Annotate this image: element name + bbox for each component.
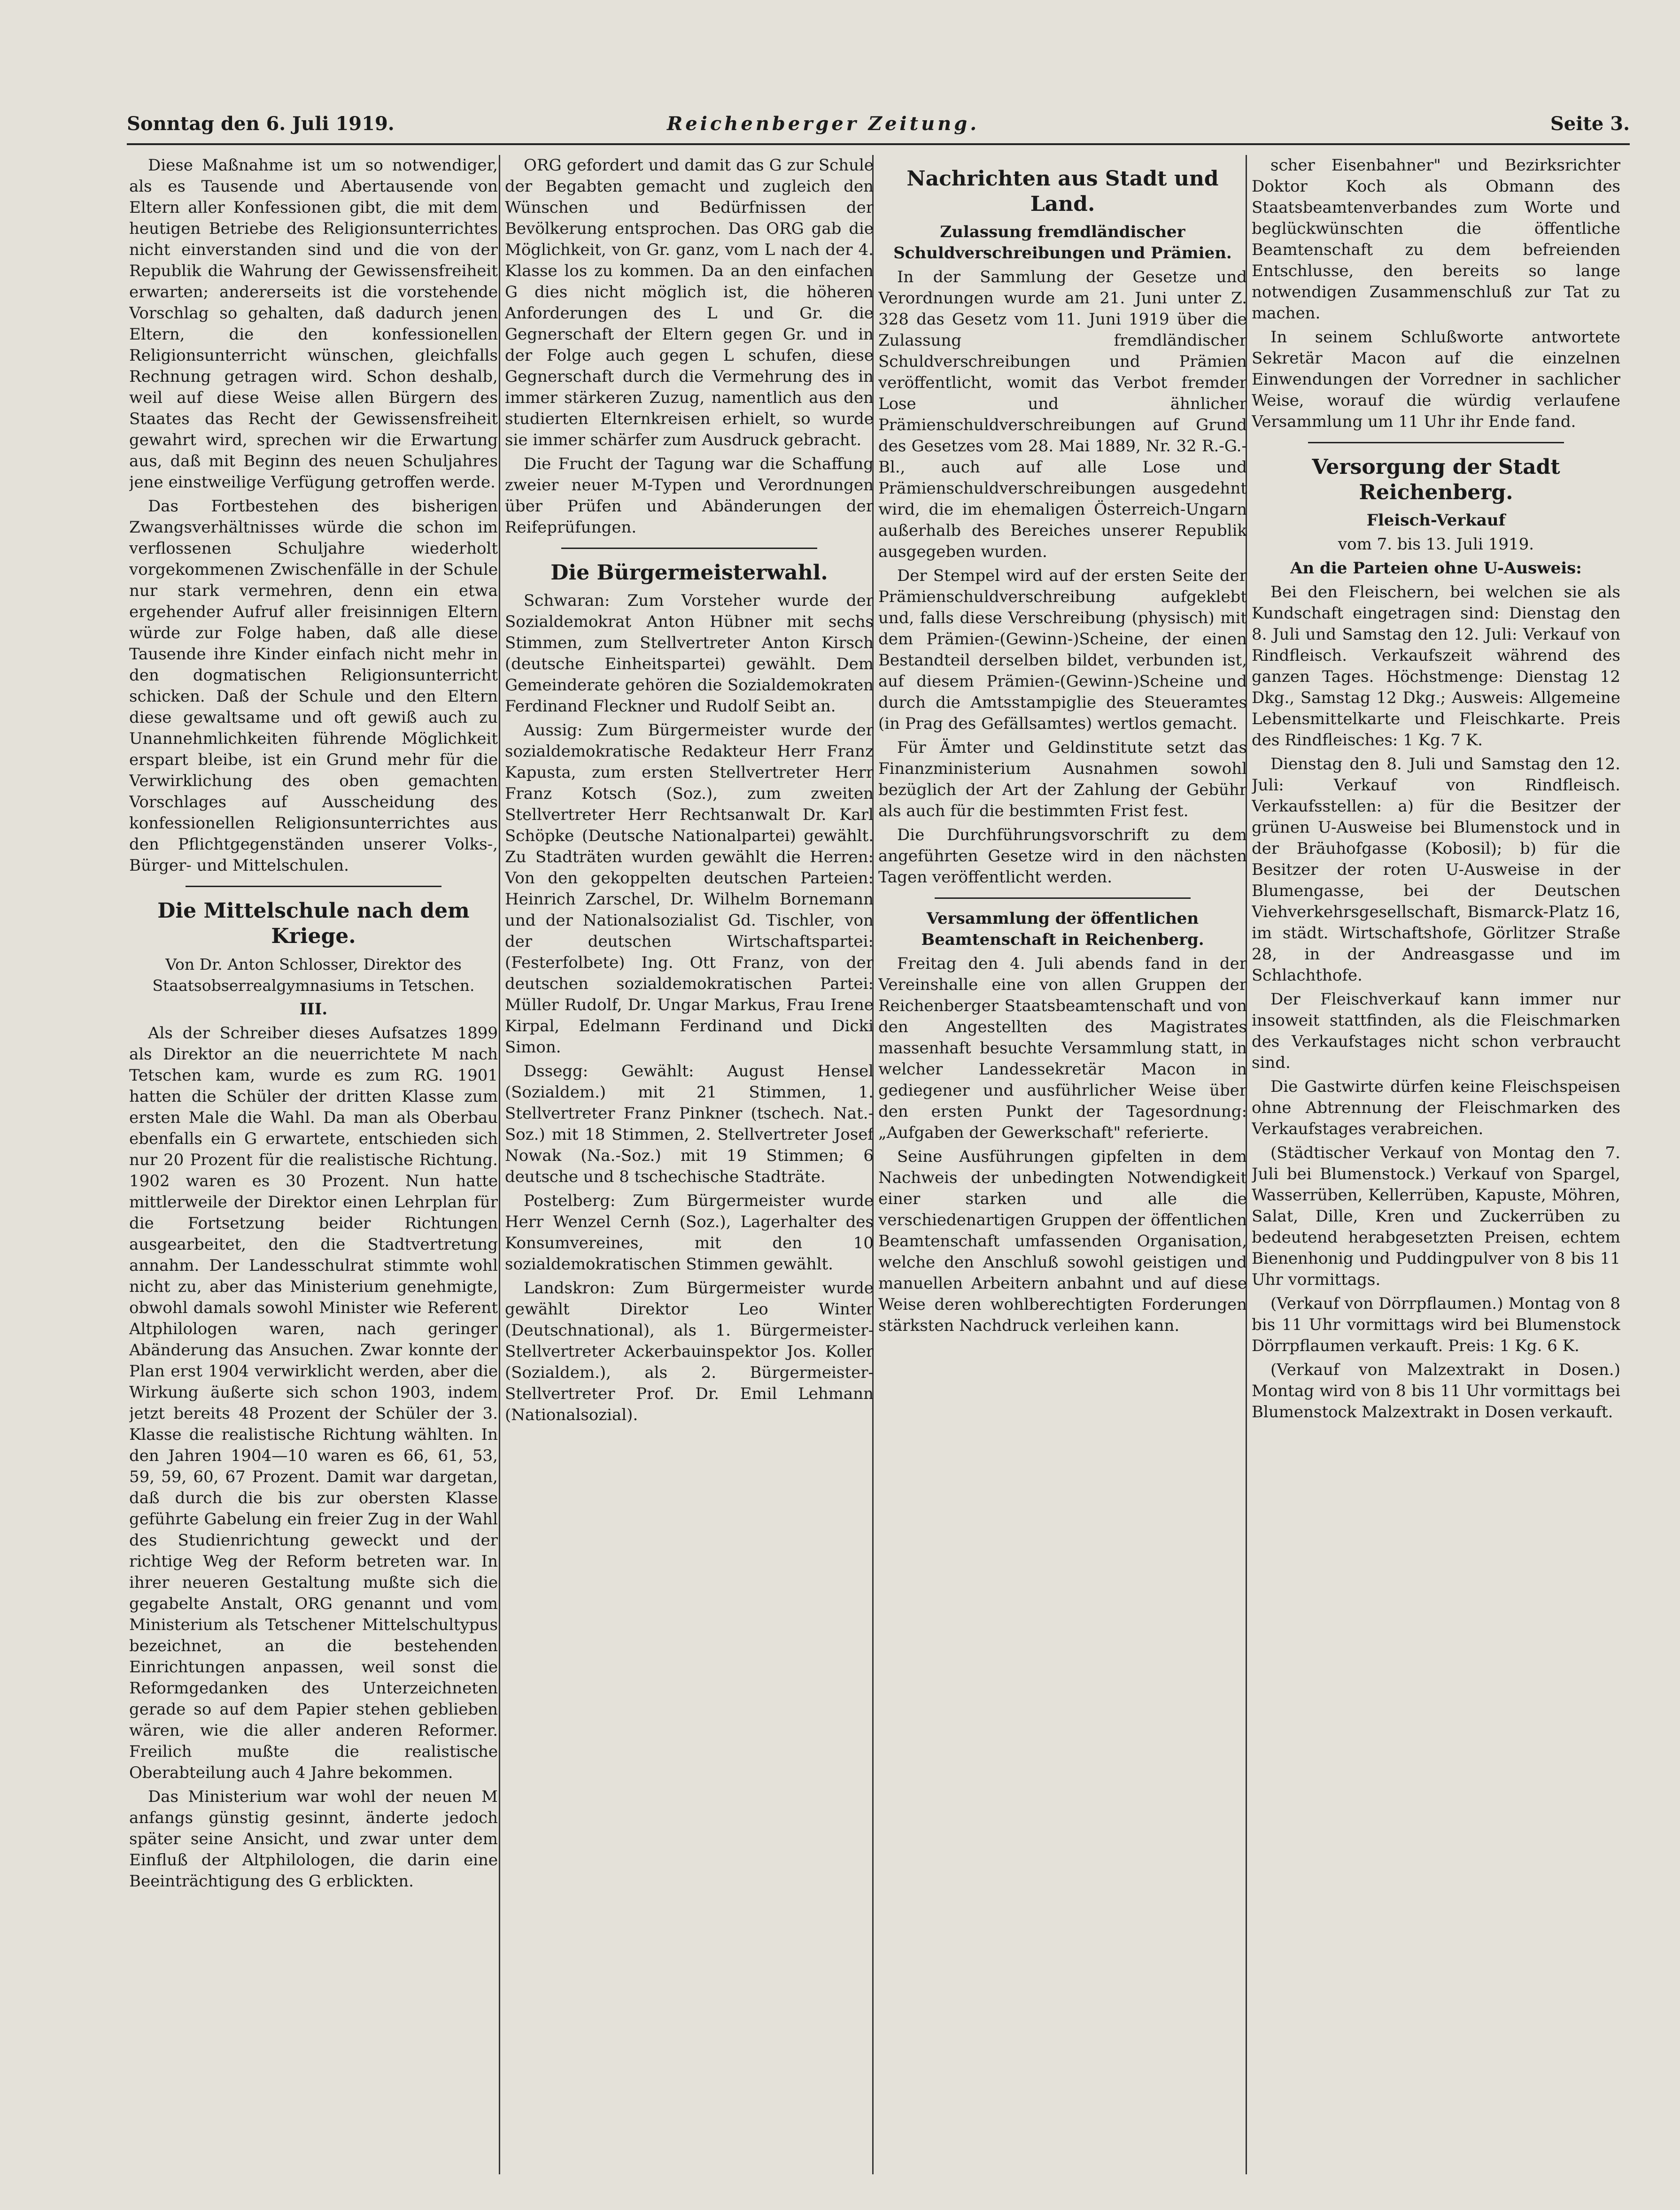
paragraph: Diese Maßnahme ist um so notwendiger, als es Tausende und Abertausende von Eltern aller Konfessionen gibt, die mit dem heutigen Betriebe des Religionsunterrichtes nicht einverstanden sind und die von der Republik die Wahrung der Gewissensfreiheit erwarten; andererseits ist die vorstehende Vorschlag so gehalten, daß dadurch jenen Eltern, die den konfessionellen Religionsunterricht wünschen, gleichfalls Rechnung getragen wird. Schon deshalb, weil auf diese Weise allen Bürgern des Staates das Recht der Gewissensfreiheit gewahrt wird, sprechen wir die Erwartung aus, daß mit Beginn des neuen Schuljahres jene einstweilige Verfügung getroffen werde. [129, 156, 498, 492]
paragraph: Der Stempel wird auf der ersten Seite der Prämienschuldverschreibung aufgeklebt und, falls diese Verschreibung (physisch) mit dem Prämien-(Gewinn-)Scheine, der einen Bestandteil derselben bildet, verbunden ist, auf diesem Prämien-(Gewinn-)Scheine und durch die Amtsstampiglie des Steueramtes (in Prag des Gefällsamtes) wertlos gemacht. [878, 566, 1247, 733]
paragraph: Die Gastwirte dürfen keine Fleischspeisen ohne Abtrennung der Fleischmarken des Verkaufstages verabreichen. [1252, 1077, 1620, 1138]
paragraph: Der Fleischverkauf kann immer nur insoweit stattfinden, als die Fleischmarken des Verkaufstages nicht schon verbraucht sind. [1252, 990, 1620, 1072]
divider [186, 886, 441, 887]
subheading: Versammlung der öffentlichen Beamtenschaft in Reichenberg. [921, 909, 1204, 949]
notice-heading: An die Parteien ohne U-Ausweis: [1290, 559, 1582, 578]
column-4 [1252, 155, 1620, 2174]
paragraph: Das Ministerium war wohl der neuen M anfangs günstig gesinnt, änderte jedoch später seine Ansicht, und zwar unter dem Einfluß der Altphilologen, die darin eine Beeinträchtigung des G erblickten. [129, 1787, 498, 1891]
divider [561, 548, 817, 549]
paragraph: Für Ämter und Geldinstitute setzt das Finanzministerium Ausnahmen sowohl bezüglich der Art der Zahlung der Gebühr als auch für die bestimmten Frist fest. [878, 738, 1247, 820]
article-title: Versorgung der Stadt Reichenberg. [1312, 455, 1560, 504]
paragraph: scher Eisenbahner" und Bezirksrichter Doktor Koch als Obmann des Staatsbeamtenverbandes zum Worte und beglückwünschten die öffentliche Beamtenschaft zu dem befreienden Entschlusse, den bereits so lange notwendigen Zusammenschluß zur Tat zu machen. [1252, 156, 1620, 323]
paragraph: Die Durchführungsvorschrift zu dem angeführten Gesetze wird in den nächsten Tagen veröffentlicht werden. [878, 826, 1247, 887]
paragraph: ORG gefordert und damit das G zur Schule der Begabten gemacht und zugleich den Wünschen und Bedürfnissen der Bevölkerung entsprochen. Das ORG gab die Möglichkeit, von Gr. ganz, vom L nach der 4. Klasse los zu kommen. Da an den einfachen G dies nicht möglich ist, die höheren Anforderungen des L und Gr. die Gegnerschaft der Eltern gegen Gr. und in der Folge auch gegen L schufen, diese Gegnerschaft durch die Vermehrung des in immer stärkeren Zuzug, namentlich aus den studierten Elternkreisen erhielt, so wurde sie immer schärfer zum Ausdruck gebracht. [505, 156, 874, 449]
date-range: vom 7. bis 13. Juli 1919. [1338, 535, 1534, 554]
paragraph: Als der Schreiber dieses Aufsatzes 1899 als Direktor an die neuerrichtete M nach Tetschen kam, wurde es zum RG. 1901 hatten die Schüler der dritten Klasse zum ersten Male die Wahl. Da man als Oberbau ebenfalls ein G erwartete, entschieden sich nur 20 Prozent für die realistische Richtung. 1902 waren es 30 Prozent. Nun hatte mittlerweile der Direktor einen Lehrplan für die Fortsetzung beider Richtungen ausgearbeitet, den die Stadtvertretung annahm. Der Landesschulrat stimmte wohl nicht zu, aber das Ministerium genehmigte, obwohl damals sowohl Minister wie Referent Altphilologen waren, nach geringer Abänderung das Ansuchen. Zwar konnte der Plan erst 1904 verwirklicht werden, aber die Wirkung äußerte sich schon 1903, indem jetzt bereits 48 Prozent der Schüler der 3. Klasse die realistische Richtung wählten. In den Jahren 1904—10 waren es 66, 61, 53, 59, 59, 60, 67 Prozent. Damit war dargetan, daß durch die bis zur obersten Klasse geführte Gabelung ein freier Zug in der Wahl des Studienrichtung geweckt und der richtige Weg der Reform betreten war. In ihrer neueren Gestaltung mußte sich die gegabelte Anstalt, ORG genannt und vom Ministerium als Tetschener Mittelschultypus bezeichnet, an die bestehenden Einrichtungen anpassen, weil sonst die Reformgedanken des Unterzeichneten gerade so auf dem Papier stehen geblieben wären, wie die aller anderen Reformer. Freilich mußte die realistische Oberabteilung auch 4 Jahre bekommen. [129, 1024, 498, 1782]
paragraph: Die Frucht der Tagung war die Schaffung zweier neuer M-Typen und Verordnungen über Prüfen und Abänderungen der Reifeprüfungen. [505, 455, 874, 537]
paragraph: (Verkauf von Dörrpflaumen.) Montag von 8 bis 11 Uhr vormittags wird bei Blumenstock Dörrpflaumen verkauft. Preis: 1 Kg. 6 K. [1252, 1294, 1620, 1355]
report-paragraph: Postelberg: Zum Bürgermeister wurde Herr Wenzel Cernh (Soz.), Lagerhalter des Konsumvereines, mit den 10 sozialdemokratischen Stimmen gewählt. [505, 1191, 874, 1274]
paragraph: Seine Ausführungen gipfelten in dem Nachweis der unbedingten Notwendigkeit einer starken und alle die verschiedenartigen Gruppen der öffentlichen Beamtenschaft umfassenden Organisation, welche den Anschluß sowohl geistigen und manuellen Arbeitern anbahnt und auf diese Weise deren wohlberechtigten Forderungen stärksten Nachdruck verleihen kann. [878, 1147, 1247, 1335]
report-paragraph: Schwaran: Zum Vorsteher wurde der Sozialdemokrat Anton Hübner mit sechs Stimmen, zum Stellvertreter Anton Kirsch (deutsche Einheitspartei) gewählt. Dem Gemeinderate gehören die Sozialdemokraten Ferdinand Fleckner und Rudolf Seibt an. [505, 591, 874, 716]
subheading: Zulassung fremdländischer Schuldverschreibungen und Prämien. [893, 223, 1232, 263]
paragraph: (Verkauf von Malzextrakt in Dosen.) Montag wird von 8 bis 11 Uhr vormittags bei Blumenstock Malzextrakt in Dosen verkauft. [1252, 1360, 1620, 1422]
paragraph: Das Fortbestehen des bisherigen Zwangsverhältnisses würde die schon im verflossenen Schuljahre wiederholt vorgekommenen Zwischenfälle in der Schule nur stark vermehren, denn ein etwa ergehender Aufruf aller freisinnigen Eltern würde zur Folge haben, daß alle diese Tausende ihre Kinder einfach nicht mehr in den dogmatischen Religionsunterricht schicken. Daß der Schule und den Eltern diese gewaltsame und oft gewiß auch zu Unannehmlichkeiten führende Möglichkeit erspart bleibe, ist ein Grund mehr für die Verwirklichung des oben gemachten Vorschlages auf Ausscheidung des konfessionellen Religionsunterrichtes aus den Pflichtgegenständen unserer Volks-, Bürger- und Mittelschulen. [129, 497, 498, 875]
column-divider [499, 155, 500, 2174]
divider [1308, 442, 1564, 443]
report-paragraph: Landskron: Zum Bürgermeister wurde gewählt Direktor Leo Winter (Deutschnational), als 1. Bürgermeister-Stellvertreter Ackerbauinspektor Jos. Koller (Sozialdem.), als 2. Bürgermeister-Stellvertreter Prof. Dr. Emil Lehmann (Nationalsozial). [505, 1279, 874, 1424]
column-2 [505, 155, 874, 2174]
byline: Von Dr. Anton Schlosser, Direktor des Staatsobserrealgymnasiums in Tetschen. [152, 955, 475, 995]
report-paragraph: Aussig: Zum Bürgermeister wurde der sozialdemokratische Redakteur Herr Franz Kapusta, zum ersten Stellvertreter Herr Franz Kotsch (Soz.), zum zweiten Stellvertreter Herr Rechtsanwalt Dr. Karl Schöpke (Deutsche Nationalpartei) gewählt. Zu Stadträten wurden gewählt die Herren: Von den gekoppelten deutschen Parteien: Heinrich Zarschel, Dr. Wilhelm Bornemann und der Nationalsozialist Gd. Tischler, von der deutschen Wirtschaftspartei: (Festerfolbete) Ing. Ott Franz, von der deutschen sozialdemokratischen Partei: Müller Rudolf, Dr. Ungar Markus, Frau Irene Kirpal, Edelmann Ferdinand und Dicki Simon. [505, 721, 874, 1057]
section-number: III. [299, 1000, 328, 1019]
paragraph: (Städtischer Verkauf von Montag den 7. Juli bei Blumenstock.) Verkauf von Spargel, Wasserrüben, Kellerrüben, Kapuste, Möhren, Salat, Dille, Kren und Zuckerrüben zu bedeutend herabgesetzten Preisen, echtem Bienenhonig und Puddingpulver von 8 bis 11 Uhr vormittags. [1252, 1144, 1620, 1289]
column-1 [129, 155, 498, 2174]
divider [935, 897, 1191, 899]
header-page-number: Seite 3. [1550, 113, 1630, 135]
report-paragraph: Dssegg: Gewählt: August Hensel (Sozialdem.) mit 21 Stimmen, 1. Stellvertreter Franz Pinkner (tschech. Nat.-Soz.) mit 18 Stimmen, 2. Stellvertreter Josef Nowak (Na.-Soz.) mit 19 Stimmen; 6 deutsche und 8 tschechische Stadträte. [505, 1062, 874, 1186]
paragraph: Dienstag den 8. Juli und Samstag den 12. Juli: Verkauf von Rindfleisch. Verkaufsstellen: a) für die Besitzer der grünen U-Ausweise bei Blumenstock und in der Bräuhofgasse (Kobosil); b) für die Besitzer der roten U-Ausweise in der Blumengasse, bei der Deutschen Viehverkehrsgesellschaft, Bismarck-Platz 16, im städt. Wirtschaftshofe, Görlitzer Straße 28, in der Andreasgasse und im Schlachthofe. [1252, 755, 1620, 985]
subheading: Fleisch-Verkauf [1366, 511, 1506, 530]
paragraph: In der Sammlung der Gesetze und Verordnungen wurde am 21. Juni unter Z. 328 das Gesetz vom 11. Juni 1919 über die Zulassung fremdländischer Schuldverschreibungen und Prämien veröffentlicht, womit das Verbot fremder Lose und ähnlicher Prämienschuldverschreibungen auf Grund des Gesetzes vom 28. Mai 1889, Nr. 32 R.-G.-Bl., auch auf alle Lose und Prämienschuldverschreibungen ausgedehnt wird, die im ehemaligen Österreich-Ungarn außerhalb des Bereiches unserer Republik ausgegeben wurden. [878, 268, 1247, 561]
header-masthead: Reichenberger Zeitung. [667, 113, 980, 135]
article-title: Die Bürgermeisterwahl. [550, 561, 828, 585]
paragraph: Freitag den 4. Juli abends fand in der Vereinshalle eine von allen Gruppen der Reichenberger Staatsbeamtenschaft und von den Angestellten des Magistrates massenhaft besuchte Versammlung statt, in welcher Landessekretär Macon in gediegener und ausführlicher Weise über den ersten Punkt der Tagesordnung: „Aufgaben der Gewerkschaft" referierte. [878, 954, 1247, 1142]
section-title: Nachrichten aus Stadt und Land. [906, 167, 1219, 216]
header-rule [127, 143, 1630, 145]
article-title: Die Mittelschule nach dem Kriege. [157, 899, 470, 948]
page-header [127, 113, 1630, 141]
paragraph: Bei den Fleischern, bei welchen sie als Kundschaft eingetragen sind: Dienstag den 8. Juli und Samstag den 12. Juli: Verkauf von Rindfleisch. Verkaufszeit während des ganzen Tages. Höchstmenge: Dienstag 12 Dkg., Samstag 12 Dkg.; Ausweis: Allgemeine Lebensmittelkarte und Fleischkarte. Preis des Rindfleisches: 1 Kg. 7 K. [1252, 583, 1620, 750]
header-date: Sonntag den 6. Juli 1919. [127, 113, 395, 135]
column-3 [878, 155, 1247, 2174]
paragraph: In seinem Schlußworte antwortete Sekretär Macon auf die einzelnen Einwendungen der Vorredner in sachlicher Weise, worauf die würdig verlaufene Versammlung um 11 Uhr ihr Ende fand. [1252, 328, 1620, 431]
